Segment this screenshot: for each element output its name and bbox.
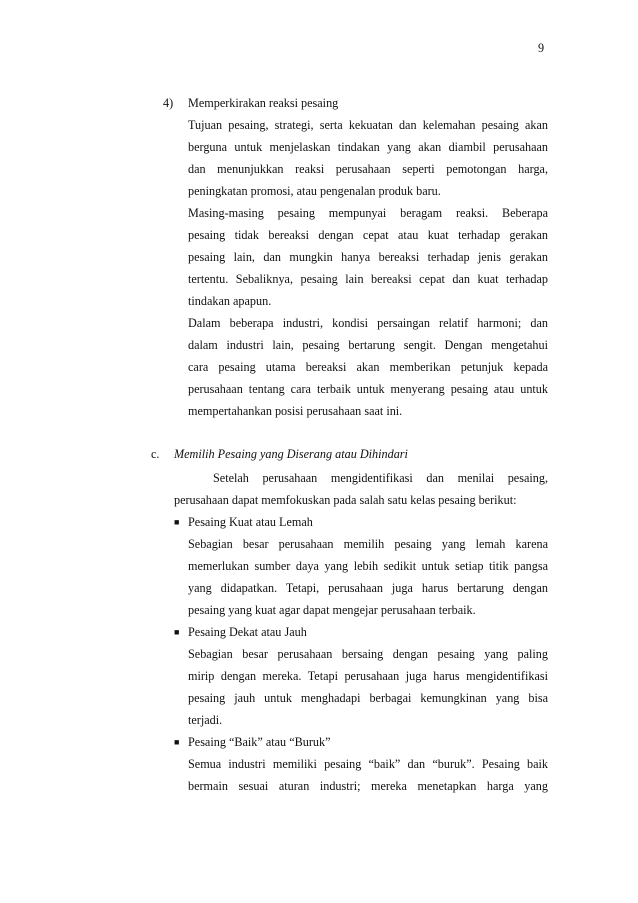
square-bullet-icon: ■ xyxy=(174,627,180,637)
text-line: tertentu. Sebaliknya, pesaing lain bereaksi cepat dan kuat terhadap xyxy=(188,272,548,286)
text-line: Setelah perusahaan mengidentifikasi dan menilai pesaing, xyxy=(213,471,548,485)
section-intro xyxy=(174,467,548,511)
item-number: 4) xyxy=(163,96,174,110)
item-heading-text: Memperkirakan reaksi pesaing xyxy=(188,96,339,110)
bullet-heading: Pesaing Kuat atau Lemah xyxy=(188,515,313,529)
text-line: cara pesaing utama bereaksi akan memberikan petunjuk kepada xyxy=(188,360,548,374)
text-line: mempertahankan posisi perusahaan saat ini. xyxy=(188,404,403,418)
paragraph-1 xyxy=(188,114,548,202)
item-4-heading xyxy=(163,92,553,114)
page-number: 9 xyxy=(538,41,545,55)
text-line: Tujuan pesaing, strategi, serta kekuatan dan kelemahan pesaing akan xyxy=(188,118,548,132)
section-c-heading xyxy=(151,443,551,465)
text-line: pesaing jauh untuk menghadapi berbagai kemungkinan yang bisa xyxy=(188,691,548,705)
text-line: perusahaan tentang cara terbaik untuk menyerang pesaing atau untuk xyxy=(188,382,548,396)
text-line: berguna untuk menjelaskan tindakan yang akan diambil perusahaan xyxy=(188,140,548,154)
text-line: pesaing tidak bereaksi dengan cepat atau kuat terhadap gerakan xyxy=(188,228,548,242)
text-line: peningkatan promosi, atau pengenalan produk baru. xyxy=(188,184,441,198)
section-letter: c. xyxy=(151,447,160,461)
text-line: yang didapatkan. Tetapi, perusahaan juga harus bertarung dengan xyxy=(188,581,548,595)
text-line: Semua industri memiliki pesaing “baik” dan “buruk”. Pesaing baik xyxy=(188,757,548,771)
text-line: Sebagian besar perusahaan memilih pesaing yang lemah karena xyxy=(188,537,548,551)
text-line: Masing-masing pesaing mempunyai beragam reaksi. Beberapa xyxy=(188,206,548,220)
section-title: Memilih Pesaing yang Diserang atau Dihindari xyxy=(174,447,408,461)
bullet-heading: Pesaing Dekat atau Jauh xyxy=(188,625,307,639)
bullet-item xyxy=(174,731,548,797)
text-line: dan menunjukkan reaksi perusahaan seperti pemotongan harga, xyxy=(188,162,548,176)
text-line: bermain sesuai aturan industri; mereka menetapkan harga yang xyxy=(188,779,548,793)
text-line: tindakan apapun. xyxy=(188,294,272,308)
text-line: memerlukan sumber daya yang lebih sedikit untuk setiap titik pangsa xyxy=(188,559,548,573)
text-line: pesaing yang kuat agar dapat mengejar perusahaan terbaik. xyxy=(188,603,476,617)
text-line: Dalam beberapa industri, kondisi persaingan relatif harmoni; dan xyxy=(188,316,548,330)
bullet-item xyxy=(174,511,548,621)
square-bullet-icon: ■ xyxy=(174,737,180,747)
bullet-heading: Pesaing “Baik” atau “Buruk” xyxy=(188,735,331,749)
square-bullet-icon: ■ xyxy=(174,517,180,527)
text-line: pesaing lain, dan mungkin hanya bereaksi terhadap jenis gerakan xyxy=(188,250,548,264)
text-line: dalam industri lain, pesaing bertarung sengit. Dengan mengetahui xyxy=(188,338,548,352)
text-line: terjadi. xyxy=(188,713,223,727)
text-line: perusahaan dapat memfokuskan pada salah satu kelas pesaing berikut: xyxy=(174,493,517,507)
paragraph-2 xyxy=(188,202,548,312)
text-line: mirip dengan mereka. Tetapi perusahaan juga harus mengidentifikasi xyxy=(188,669,548,683)
bullet-item xyxy=(174,621,548,731)
paragraph-3 xyxy=(188,312,548,422)
text-line: Sebagian besar perusahaan bersaing dengan pesaing yang paling xyxy=(188,647,548,661)
